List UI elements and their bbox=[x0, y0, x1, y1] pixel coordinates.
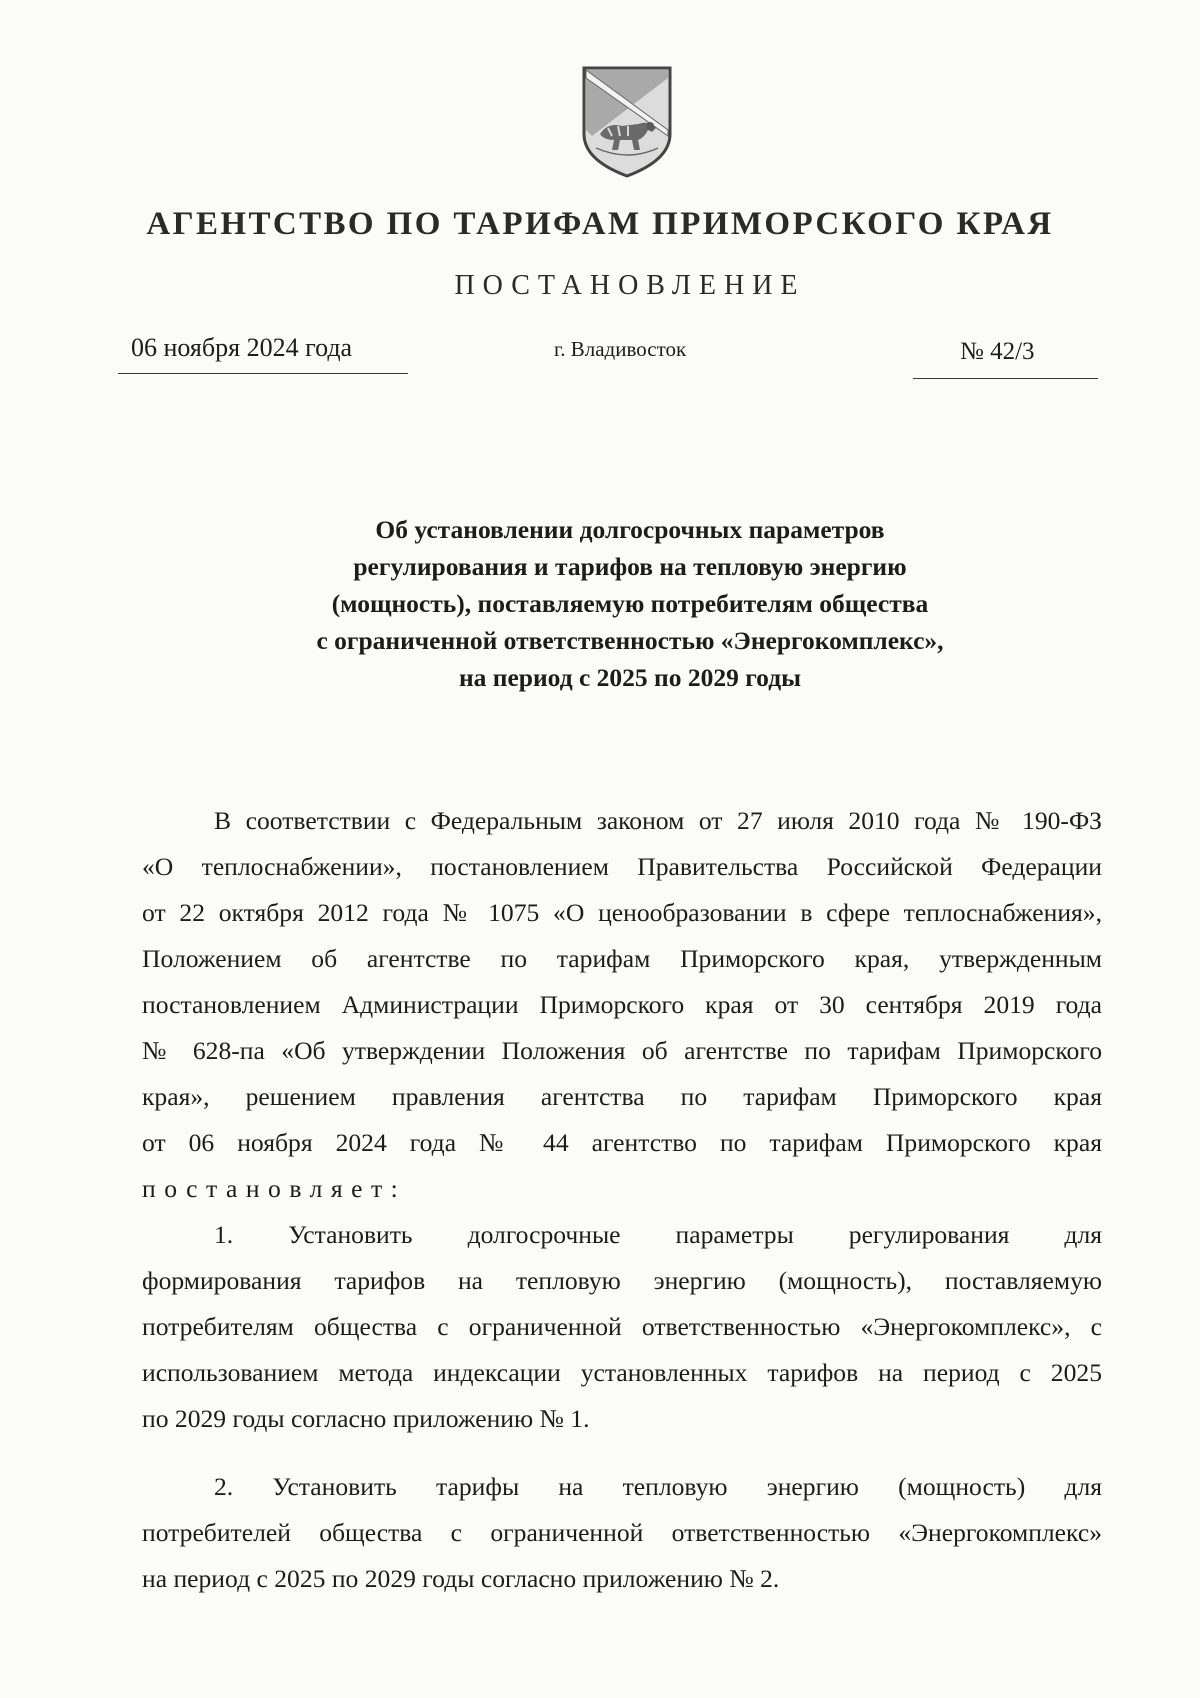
document-city: г. Владивосток bbox=[554, 337, 687, 361]
clause-2 bbox=[142, 1464, 1102, 1602]
coat-of-arms-icon bbox=[578, 64, 676, 182]
document-body bbox=[142, 798, 1102, 1602]
document-title bbox=[250, 511, 1010, 696]
text-line: края», решением правления агентства по тарифам Приморского края bbox=[142, 1082, 1102, 1111]
title-line: регулирования и тарифов на тепловую энергию bbox=[353, 552, 907, 581]
text-line: использованием метода индексации установленных тарифов на период с 2025 bbox=[142, 1358, 1102, 1387]
document-date: 06 ноября 2024 года bbox=[131, 333, 353, 362]
text-line: «О теплоснабжении», постановлением Правительства Российской Федерации bbox=[142, 852, 1102, 881]
date-underline bbox=[118, 373, 408, 374]
text-line: по 2029 годы согласно приложению № 1. bbox=[142, 1404, 590, 1433]
text-line: потребителей общества с ограниченной ответственностью «Энергокомплекс» bbox=[142, 1518, 1102, 1547]
text-line: формирования тарифов на тепловую энергию (мощность), поставляемую bbox=[142, 1266, 1102, 1295]
text-line: от 22 октября 2012 года № 1075 «О ценообразовании в сфере теплоснабжения», bbox=[142, 898, 1102, 927]
text-line: Положением об агентстве по тарифам Приморского края, утвержденным bbox=[142, 944, 1102, 973]
text-line: постановлением Администрации Приморского края от 30 сентября 2019 года bbox=[142, 990, 1102, 1019]
text-line: на период с 2025 по 2029 годы согласно приложению № 2. bbox=[142, 1564, 780, 1593]
number-underline bbox=[913, 378, 1098, 379]
text-line: 1. Установить долгосрочные параметры регулирования для bbox=[214, 1220, 1102, 1249]
document-type: ПОСТАНОВЛЕНИЕ bbox=[454, 270, 806, 301]
title-line: с ограниченной ответственностью «Энергокомплекс», bbox=[316, 626, 944, 655]
title-line: на период с 2025 по 2029 годы bbox=[458, 663, 802, 692]
agency-name: АГЕНТСТВО ПО ТАРИФАМ ПРИМОРСКОГО КРАЯ bbox=[146, 206, 1054, 242]
text-line: № 628-па «Об утверждении Положения об агентстве по тарифам Приморского bbox=[142, 1036, 1102, 1065]
clause-1 bbox=[142, 1212, 1102, 1442]
text-line: 2. Установить тарифы на тепловую энергию (мощность) для bbox=[214, 1472, 1102, 1501]
document-number: № 42/3 bbox=[960, 338, 1035, 365]
title-line: (мощность), поставляемую потребителям общества bbox=[331, 589, 929, 618]
resolution-word: постановляет: bbox=[142, 1174, 407, 1203]
title-line: Об установлении долгосрочных параметров bbox=[375, 515, 885, 544]
paragraph-gap bbox=[142, 1442, 1102, 1464]
text-line: В соответствии с Федеральным законом от 27 июля 2010 года № 190-ФЗ bbox=[214, 806, 1102, 835]
text-line: от 06 ноября 2024 года № 44 агентство по тарифам Приморского края bbox=[142, 1128, 1102, 1157]
preamble-paragraph bbox=[142, 798, 1102, 1212]
text-line: потребителям общества с ограниченной ответственностью «Энергокомплекс», с bbox=[142, 1312, 1102, 1341]
